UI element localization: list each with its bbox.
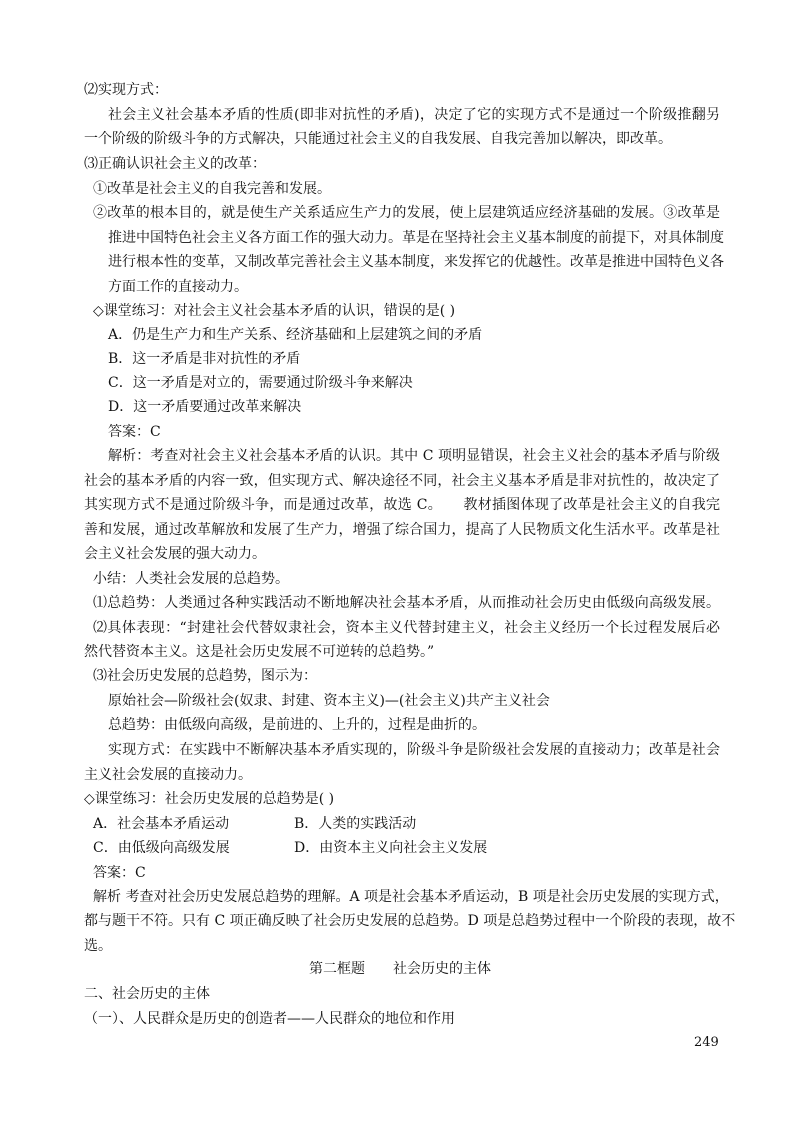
text-line: 总趋势：由低级向高级，是前进的、上升的，过程是曲折的。	[108, 717, 486, 733]
text-line: 实现方式：在实践中不断解决基本矛盾实现的，阶级斗争是阶级社会发展的直接动力；改革是社会	[108, 742, 720, 758]
text-line: 善和发展，通过改革解放和发展了生产力，增强了综合国力，提高了人民物质文化生活水平。改革是社	[84, 522, 720, 538]
text-line: ◇课堂练习：社会历史发展的总趋势是( )	[84, 791, 335, 807]
text-line: 答案：C	[108, 424, 161, 440]
text-line: A．仍是生产力和生产关系、经济基础和上层建筑之间的矛盾	[108, 327, 483, 343]
text-line: 小结：人类社会发展的总趋势。	[93, 571, 289, 587]
text-line: D．这一矛盾要通过改革来解决	[108, 399, 302, 415]
text-line: 解析：考查对社会主义社会基本矛盾的认识。其中 C 项明显错误，社会主义社会的基本矛盾与阶级	[108, 448, 720, 464]
page-number: 249	[694, 1035, 719, 1050]
text-line: ⑶正确认识社会主义的改革：	[84, 156, 266, 172]
section-title: 第二框题 社会历史的主体	[309, 961, 491, 977]
text-line: B．这一矛盾是非对抗性的矛盾	[108, 351, 301, 367]
text-line: 一个阶级的阶级斗争的方式解决，只能通过社会主义的自我发展、自我完善加以解决，即改革。	[84, 131, 672, 147]
text-line: 然代替资本主义。这是社会历史发展不可逆转的总趋势。”	[84, 644, 435, 660]
option-a: A．社会基本矛盾运动	[93, 816, 230, 832]
option-d: D．由资本主义向社会主义发展	[294, 840, 488, 856]
text-line: ②改革的根本目的，就是使生产关系适应生产力的发展，使上层建筑适应经济基础的发展。③改革是	[93, 205, 720, 221]
subheading: （一）、人民群众是历史的创造者——人民群众的地位和作用	[84, 1011, 455, 1027]
text-line: 进行根本性的变革，又制改革完善社会主义基本制度，来发挥它的优越性。改革是推进中国特色义各	[108, 254, 724, 270]
text-line: ⑵具体表现：“封建社会代替奴隶社会，资本主义代替封建主义，社会主义经历一个长过程发展后必	[93, 620, 720, 636]
text-line: 答案：C	[93, 865, 146, 881]
text-line: 社会的基本矛盾的内容一致，但实现方式、解决途径不同，社会主义基本矛盾是非对抗性的，故决定了	[84, 473, 720, 489]
text-line: ⑴总趋势：人类通过各种实践活动不断地解决社会基本矛盾，从而推动社会历史由低级向高级发展。	[93, 595, 720, 611]
option-b: B．人类的实践活动	[294, 816, 417, 832]
option-c: C．由低级向高级发展	[93, 840, 230, 856]
text-line: 解析 考查对社会历史发展总趋势的理解。A 项是社会基本矛盾运动，B 项是社会历史发展的实现方式，	[93, 889, 729, 905]
text-line: 主义社会发展的直接动力。	[84, 767, 252, 783]
text-line: ⑵实现方式：	[84, 82, 168, 98]
text-line: ⑶社会历史发展的总趋势，图示为：	[93, 668, 317, 684]
text-line: 会主义社会发展的强大动力。	[84, 546, 266, 562]
text-line: ◇课堂练习：对社会主义社会基本矛盾的认识，错误的是( )	[93, 303, 456, 319]
text-line: 其实现方式不是通过阶级斗争，而是通过改革，故选 C。 教材插图体现了改革是社会主义的自我完	[84, 497, 720, 513]
text-line: 推进中国特色社会主义各方面工作的强大动力。革是在坚持社会主义基本制度的前提下，对具体制度	[108, 230, 724, 246]
text-line: 社会主义社会基本矛盾的性质(即非对抗性的矛盾)，决定了它的实现方式不是通过一个阶级推翻另	[108, 107, 720, 123]
text-line: 原始社会—阶级社会(奴隶、封建、资本主义)—(社会主义)共产主义社会	[108, 693, 550, 709]
heading: 二、社会历史的主体	[84, 986, 210, 1002]
text-line: C．这一矛盾是对立的，需要通过阶级斗争来解决	[108, 375, 413, 391]
text-line: 选。	[84, 938, 112, 954]
text-line: ①改革是社会主义的自我完善和发展。	[93, 181, 331, 197]
text-line: 方面工作的直接动力。	[108, 279, 248, 295]
text-line: 都与题干不符。只有 C 项正确反映了社会历史发展的总趋势。D 项是总趋势过程中一个阶段的表现，故不	[84, 913, 736, 929]
